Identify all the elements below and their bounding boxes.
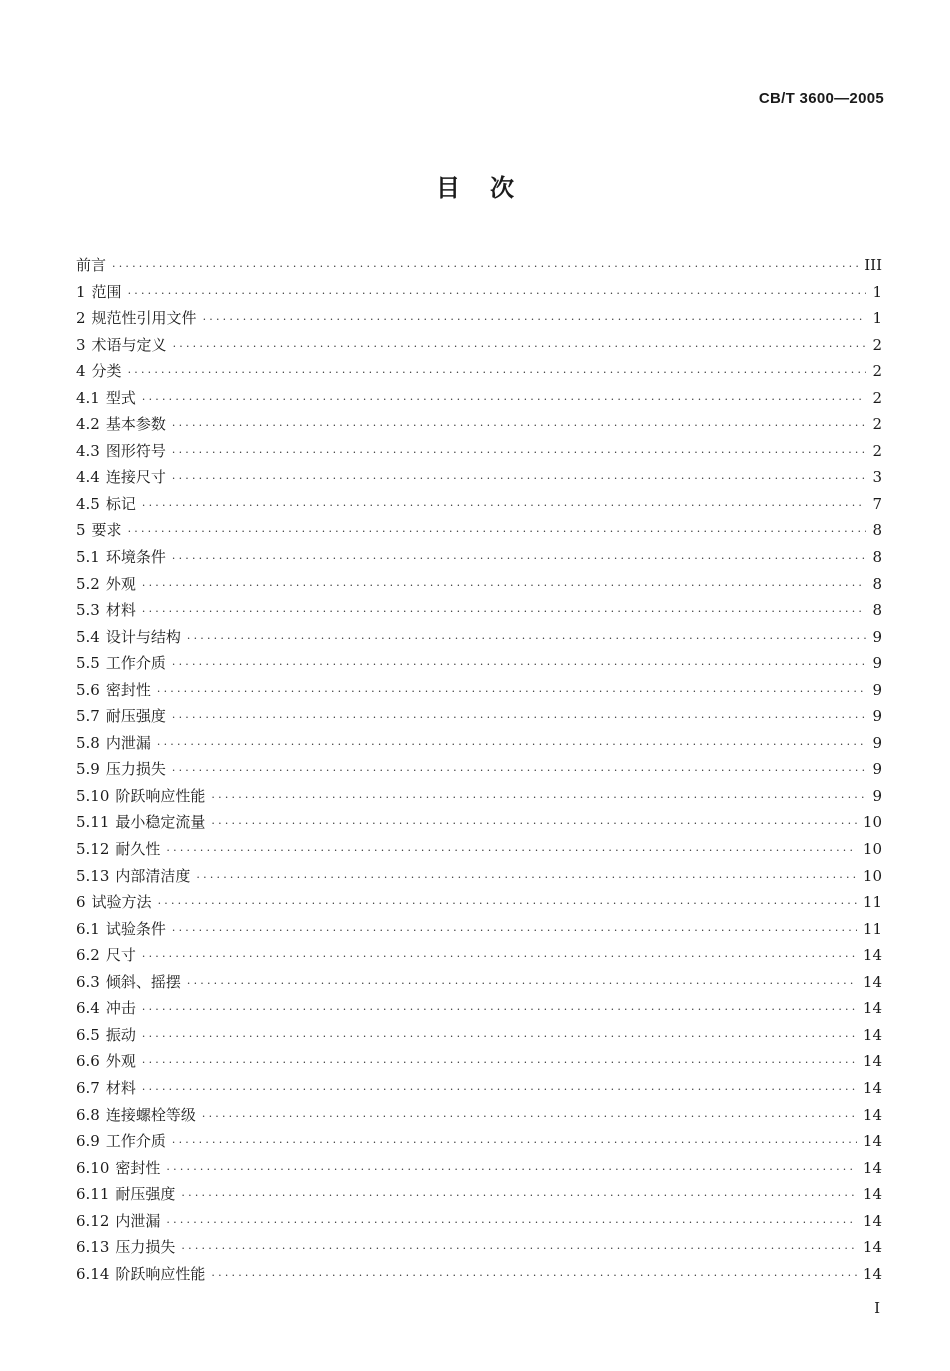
toc-entry-text: 材料 xyxy=(105,601,136,620)
toc-entry-label xyxy=(76,1210,160,1231)
toc-dot-leader xyxy=(172,764,866,777)
toc-entry-number: 5.7 xyxy=(76,707,100,726)
toc-entry[interactable] xyxy=(76,1050,882,1077)
toc-dot-leader xyxy=(172,1136,857,1149)
toc-entry-page: 1 xyxy=(872,282,882,301)
toc-entry-number: 6.13 xyxy=(76,1238,110,1257)
toc-dot-leader xyxy=(142,393,866,406)
toc-entry-text: 型式 xyxy=(105,388,136,407)
toc-dot-leader xyxy=(172,552,866,565)
toc-entry-text: 振动 xyxy=(105,1025,136,1044)
toc-entry[interactable] xyxy=(76,1157,882,1184)
toc-dot-leader xyxy=(128,366,866,379)
toc-entry-text: 阶跃响应性能 xyxy=(115,786,206,805)
toc-entry-page: 2 xyxy=(872,362,882,381)
toc-dot-leader xyxy=(157,685,866,698)
toc-entry-label xyxy=(76,281,122,302)
toc-dot-leader xyxy=(211,1269,856,1282)
toc-entry-number: 5.9 xyxy=(76,760,100,779)
toc-dot-leader xyxy=(202,1110,857,1123)
toc-dot-leader xyxy=(142,499,866,512)
toc-entry-label xyxy=(76,811,205,832)
toc-entry[interactable] xyxy=(76,626,882,653)
toc-entry-label xyxy=(76,519,122,540)
toc-entry-number: 5.2 xyxy=(76,574,100,593)
toc-entry-label xyxy=(76,971,181,992)
toc-dot-leader xyxy=(142,1083,857,1096)
toc-entry-label xyxy=(76,493,136,514)
toc-entry-label xyxy=(76,865,190,886)
toc-dot-leader xyxy=(187,977,857,990)
toc-entry-page: 9 xyxy=(872,680,882,699)
toc-entry-label xyxy=(76,1183,175,1204)
toc-entry-number: 5.5 xyxy=(76,654,100,673)
toc-entry-label xyxy=(76,307,197,328)
toc-entry[interactable] xyxy=(76,811,882,838)
toc-entry[interactable] xyxy=(76,732,882,759)
toc-entry-number: 4.4 xyxy=(76,468,100,487)
toc-dot-leader xyxy=(166,1216,856,1229)
toc-entry-page: 10 xyxy=(862,813,882,832)
toc-entry-text: 冲击 xyxy=(105,999,136,1018)
toc-entry[interactable] xyxy=(76,281,882,308)
toc-entry-page: 14 xyxy=(862,999,882,1018)
toc-dot-leader xyxy=(181,1242,856,1255)
toc-dot-leader xyxy=(166,1163,856,1176)
toc-entry-label xyxy=(76,758,166,779)
toc-entry-label xyxy=(76,1024,136,1045)
toc-dot-leader xyxy=(181,1189,856,1202)
toc-entry-label xyxy=(76,1236,175,1257)
toc-entry-page: 14 xyxy=(862,1185,882,1204)
table-of-contents xyxy=(76,254,882,1289)
toc-entry-number: 4.3 xyxy=(76,441,100,460)
toc-entry-label xyxy=(76,891,152,912)
toc-entry[interactable] xyxy=(76,387,882,414)
toc-entry-text: 密封性 xyxy=(105,680,151,699)
toc-entry-page: 14 xyxy=(862,1025,882,1044)
toc-dot-leader xyxy=(112,260,858,273)
toc-entry-page: 14 xyxy=(862,1078,882,1097)
toc-entry-text: 连接螺栓等级 xyxy=(105,1105,196,1124)
toc-entry[interactable] xyxy=(76,1077,882,1104)
toc-entry-text: 标记 xyxy=(105,494,136,513)
toc-entry[interactable] xyxy=(76,891,882,918)
toc-dot-leader xyxy=(211,817,856,830)
toc-entry-page: 10 xyxy=(862,840,882,859)
toc-dot-leader xyxy=(142,1003,857,1016)
toc-entry-number: 6.12 xyxy=(76,1211,110,1230)
toc-entry-number: 4.5 xyxy=(76,494,100,513)
toc-dot-leader xyxy=(172,658,866,671)
toc-dot-leader xyxy=(172,711,866,724)
toc-entry-page: 8 xyxy=(872,548,882,567)
toc-dot-leader xyxy=(203,313,866,326)
toc-entry-label xyxy=(76,466,166,487)
toc-entry-page: 8 xyxy=(872,521,882,540)
toc-entry-text: 范围 xyxy=(91,282,122,301)
toc-entry[interactable] xyxy=(76,546,882,573)
toc-entry-text: 内泄漏 xyxy=(115,1211,161,1230)
toc-dot-leader xyxy=(142,579,866,592)
toc-entry[interactable] xyxy=(76,519,882,546)
toc-entry-page: 14 xyxy=(862,1158,882,1177)
toc-entry-number: 5.10 xyxy=(76,786,110,805)
toc-entry-label xyxy=(76,1130,166,1151)
toc-entry-number: 1 xyxy=(76,282,86,301)
toc-entry-number: 6.5 xyxy=(76,1025,100,1044)
toc-entry-number: 5.8 xyxy=(76,733,100,752)
toc-entry[interactable] xyxy=(76,944,882,971)
toc-entry-text: 基本参数 xyxy=(105,415,166,434)
toc-entry-number: 5.6 xyxy=(76,680,100,699)
toc-entry-page: III xyxy=(864,256,882,274)
toc-entry-label xyxy=(76,1050,136,1071)
toc-entry-text: 设计与结构 xyxy=(105,627,181,646)
toc-entry-label xyxy=(76,732,151,753)
toc-dot-leader xyxy=(128,287,866,300)
toc-entry-text: 压力损失 xyxy=(115,1238,176,1257)
toc-entry-text: 尺寸 xyxy=(105,946,136,965)
toc-entry-text: 工作介质 xyxy=(105,1132,166,1151)
toc-dot-leader xyxy=(142,605,866,618)
toc-dot-leader xyxy=(142,1056,857,1069)
toc-entry-text: 外观 xyxy=(105,1052,136,1071)
toc-entry-page: 2 xyxy=(872,415,882,434)
toc-entry-page: 9 xyxy=(872,760,882,779)
toc-entry[interactable] xyxy=(76,705,882,732)
toc-entry-label xyxy=(76,652,166,673)
toc-entry-page: 9 xyxy=(872,786,882,805)
toc-entry-page: 14 xyxy=(862,1264,882,1283)
toc-entry-text: 试验条件 xyxy=(105,919,166,938)
toc-entry-page: 14 xyxy=(862,1238,882,1257)
toc-entry-number: 6.2 xyxy=(76,946,100,965)
toc-entry-label xyxy=(76,1104,196,1125)
toc-entry[interactable] xyxy=(76,679,882,706)
toc-dot-leader xyxy=(172,472,866,485)
toc-entry-text: 术语与定义 xyxy=(91,335,167,354)
toc-dot-leader xyxy=(157,738,866,751)
toc-entry-text: 耐久性 xyxy=(115,840,161,859)
toc-entry-text: 要求 xyxy=(91,521,122,540)
toc-entry-number: 6.1 xyxy=(76,919,100,938)
toc-entry[interactable] xyxy=(76,1130,882,1157)
toc-entry-label xyxy=(76,997,136,1018)
toc-entry-number: 6.6 xyxy=(76,1052,100,1071)
toc-entry-label xyxy=(76,918,166,939)
toc-entry-text: 工作介质 xyxy=(105,654,166,673)
toc-entry[interactable] xyxy=(76,360,882,387)
toc-entry-number: 5.4 xyxy=(76,627,100,646)
toc-entry-page: 8 xyxy=(872,601,882,620)
toc-entry[interactable] xyxy=(76,440,882,467)
toc-entry[interactable] xyxy=(76,1236,882,1263)
toc-entry-page: 1 xyxy=(872,309,882,328)
toc-entry-page: 2 xyxy=(872,335,882,354)
toc-entry[interactable] xyxy=(76,1183,882,1210)
toc-entry-label xyxy=(76,546,166,567)
toc-entry[interactable] xyxy=(76,758,882,785)
toc-entry-number: 4.2 xyxy=(76,415,100,434)
toc-dot-leader xyxy=(172,419,866,432)
toc-entry-number: 4.1 xyxy=(76,388,100,407)
toc-entry-text: 试验方法 xyxy=(91,893,152,912)
toc-entry[interactable] xyxy=(76,1210,882,1237)
toc-entry-label xyxy=(76,838,160,859)
toc-entry-label xyxy=(76,599,136,620)
toc-entry-page: 14 xyxy=(862,1105,882,1124)
toc-entry-page: 8 xyxy=(872,574,882,593)
toc-entry[interactable] xyxy=(76,865,882,892)
toc-dot-leader xyxy=(172,924,857,937)
toc-entry-number: 6.8 xyxy=(76,1105,100,1124)
toc-entry[interactable] xyxy=(76,466,882,493)
toc-entry-page: 7 xyxy=(872,494,882,513)
toc-entry-number: 5.12 xyxy=(76,840,110,859)
toc-dot-leader xyxy=(142,950,857,963)
toc-entry-label xyxy=(76,413,166,434)
toc-entry-number: 6.10 xyxy=(76,1158,110,1177)
toc-dot-leader xyxy=(187,632,866,645)
toc-entry-page: 14 xyxy=(862,1132,882,1151)
toc-entry[interactable] xyxy=(76,971,882,998)
toc-entry-label xyxy=(76,360,122,381)
toc-dot-leader xyxy=(128,525,866,538)
toc-entry-text: 外观 xyxy=(105,574,136,593)
toc-entry[interactable] xyxy=(76,918,882,945)
toc-entry-text: 材料 xyxy=(105,1078,136,1097)
toc-entry-number: 3 xyxy=(76,335,86,354)
toc-entry-number: 5 xyxy=(76,521,86,540)
toc-dot-leader xyxy=(166,844,856,857)
toc-entry-text: 耐压强度 xyxy=(105,707,166,726)
toc-entry-text: 倾斜、摇摆 xyxy=(105,972,181,991)
toc-dot-leader xyxy=(172,446,866,459)
toc-entry-page: 9 xyxy=(872,733,882,752)
toc-entry-label xyxy=(76,1263,205,1284)
toc-dot-leader xyxy=(142,1030,857,1043)
toc-entry[interactable] xyxy=(76,652,882,679)
toc-entry-label xyxy=(76,626,181,647)
toc-entry-text: 前言 xyxy=(76,256,107,274)
toc-entry-page: 9 xyxy=(872,654,882,673)
toc-entry-number: 4 xyxy=(76,362,86,381)
toc-entry[interactable] xyxy=(76,254,882,281)
toc-entry-page: 3 xyxy=(872,468,882,487)
toc-entry-number: 6.7 xyxy=(76,1078,100,1097)
toc-entry-text: 图形符号 xyxy=(105,441,166,460)
toc-entry-text: 内泄漏 xyxy=(105,733,151,752)
toc-entry-number: 6 xyxy=(76,893,86,912)
toc-entry-number: 6.3 xyxy=(76,972,100,991)
toc-entry[interactable] xyxy=(76,493,882,520)
toc-entry-page: 14 xyxy=(862,946,882,965)
toc-entry-number: 5.11 xyxy=(76,813,110,832)
toc-entry[interactable] xyxy=(76,997,882,1024)
page-number: I xyxy=(874,1299,880,1317)
toc-entry-text: 连接尺寸 xyxy=(105,468,166,487)
toc-entry[interactable] xyxy=(76,307,882,334)
toc-dot-leader xyxy=(158,897,857,910)
toc-entry-number: 5.13 xyxy=(76,866,110,885)
toc-entry-page: 10 xyxy=(862,866,882,885)
toc-entry-page: 14 xyxy=(862,1052,882,1071)
toc-entry-number: 2 xyxy=(76,309,86,328)
toc-entry-page: 14 xyxy=(862,1211,882,1230)
toc-entry-text: 分类 xyxy=(91,362,122,381)
page-title: 目次 xyxy=(436,174,544,202)
toc-entry-page: 9 xyxy=(872,627,882,646)
toc-entry-text: 内部清洁度 xyxy=(115,866,191,885)
toc-entry-label xyxy=(76,1157,160,1178)
toc-entry[interactable] xyxy=(76,1024,882,1051)
toc-entry[interactable] xyxy=(76,599,882,626)
toc-entry-label xyxy=(76,1077,136,1098)
toc-dot-leader xyxy=(196,871,856,884)
toc-entry-text: 密封性 xyxy=(115,1158,161,1177)
toc-entry[interactable] xyxy=(76,413,882,440)
toc-entry-number: 6.11 xyxy=(76,1185,110,1204)
toc-entry-label xyxy=(76,944,136,965)
toc-entry-page: 9 xyxy=(872,707,882,726)
toc-dot-leader xyxy=(211,791,866,804)
toc-entry[interactable] xyxy=(76,1104,882,1131)
toc-entry[interactable] xyxy=(76,334,882,361)
toc-entry-label xyxy=(76,573,136,594)
document-code: CB/T 3600—2005 xyxy=(758,90,884,107)
toc-entry-number: 6.9 xyxy=(76,1132,100,1151)
toc-entry-text: 最小稳定流量 xyxy=(115,813,206,832)
toc-entry-number: 6.4 xyxy=(76,999,100,1018)
toc-entry-page: 2 xyxy=(872,441,882,460)
toc-entry-label xyxy=(76,334,167,355)
toc-entry-label xyxy=(76,387,136,408)
toc-entry-number: 5.3 xyxy=(76,601,100,620)
toc-entry-text: 耐压强度 xyxy=(115,1185,176,1204)
toc-entry[interactable] xyxy=(76,1263,882,1290)
toc-dot-leader xyxy=(173,340,866,353)
toc-entry-text: 压力损失 xyxy=(105,760,166,779)
toc-entry-label xyxy=(76,679,151,700)
toc-entry-text: 规范性引用文件 xyxy=(91,309,197,328)
toc-entry[interactable] xyxy=(76,838,882,865)
toc-entry-page: 11 xyxy=(862,919,882,938)
toc-entry[interactable] xyxy=(76,573,882,600)
toc-entry-label xyxy=(76,785,205,806)
toc-entry-label xyxy=(76,705,166,726)
toc-entry-label xyxy=(76,254,106,275)
toc-entry-number: 6.14 xyxy=(76,1264,110,1283)
toc-entry-text: 阶跃响应性能 xyxy=(115,1264,206,1283)
toc-entry-page: 2 xyxy=(872,388,882,407)
toc-entry-text: 环境条件 xyxy=(105,548,166,567)
toc-entry-page: 11 xyxy=(862,893,882,912)
toc-entry-page: 14 xyxy=(862,972,882,991)
toc-entry-label xyxy=(76,440,166,461)
toc-entry[interactable] xyxy=(76,785,882,812)
toc-entry-number: 5.1 xyxy=(76,548,100,567)
